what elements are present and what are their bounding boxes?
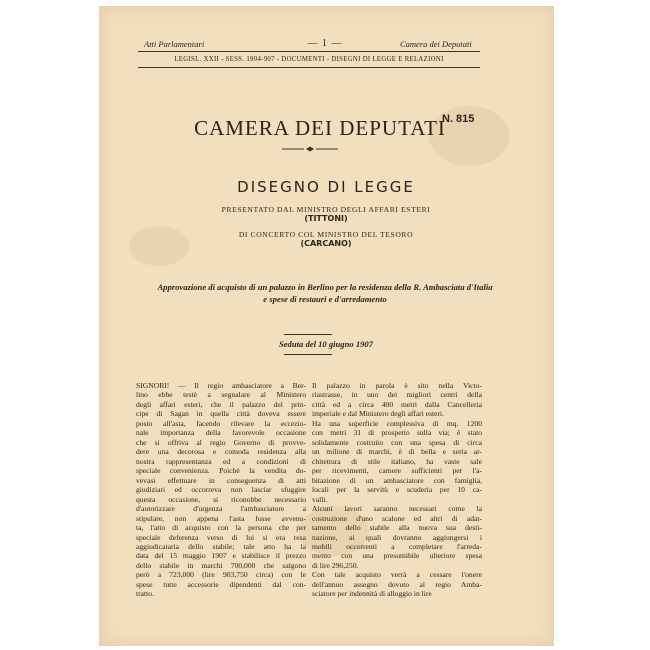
text-line: valli. [312, 494, 328, 504]
bill-heading: DISEGNO DI LEGGE [237, 178, 415, 196]
text-line: vevasi effettuare in conseguenza di atti [136, 475, 306, 485]
text-line: data del 15 maggio 1907 e stabilisce il prezzo [136, 551, 306, 561]
text-line: nale importanza della favorevole occasione [136, 428, 306, 438]
text-line: nostra rappresentanza ed a condizioni di [136, 456, 306, 466]
text-column-right [312, 381, 482, 599]
text-line: costruzione d'uno scalone ed altri di adat- [312, 513, 482, 523]
presented-by-line: PRESENTATO DAL MINISTRO DEGLI AFFARI ESTERI [221, 205, 431, 214]
text-line: Ha una superficie complessiva di mq. 1200 [312, 418, 482, 428]
text-line: solidamente costruito con una spesa di circa [312, 437, 482, 447]
text-line: tratto. [136, 589, 154, 599]
bill-subject-line: Approvazione di acquisto di un palazzo in Berlino per la residenza della R. Ambasciata d'Italia [157, 282, 493, 292]
text-line: speciale deferenza verso di lui si era resa [136, 532, 306, 542]
text-line: Il palazzo in parola è sito nella Victo- [312, 381, 482, 390]
text-line: tamento dello stabile alla nuova sua desti- [312, 523, 482, 533]
text-line: chitettura di stile italiano, ha vaste sale [312, 456, 482, 466]
text-line: mento con una presumibile ulteriore spesa [312, 551, 482, 561]
concert-line: DI CONCERTO COL MINISTRO DEL TESORO [238, 230, 414, 239]
title-ornament [282, 146, 338, 152]
text-line: ta, l'atto di acquisto con la persona che per [136, 523, 306, 533]
text-line: riastrasse, in uno dei migliori centri della [312, 390, 482, 400]
session-date: Seduta del 10 giugno 1907 [278, 339, 374, 349]
text-line: aggiudicataria dello stabile; tale atto ha la [136, 541, 306, 551]
text-column-left [136, 381, 306, 599]
text-line: però a 723,000 (lire 903,750 circa) con le [136, 570, 306, 580]
minister-name: (TITTONI) [304, 214, 348, 223]
text-line: speciale convenienza. Poichè la vendita do- [136, 466, 306, 476]
text-line: nazione, ai quali dovranno aggiungersi i [312, 532, 482, 542]
text-line: d'autorizzare d'urgenza l'ambasciatore a [136, 504, 306, 514]
header-subline: LEGISL. XXII - SESS. 1904-907 - DOCUMENTI - DISEGNI DI LEGGE E RELAZIONI [174, 56, 444, 63]
text-line: posto all'asta, facendo rilevare la eccezio- [136, 418, 306, 428]
text-line: SIGNORI! — Il regio ambasciatore a Ber- [136, 381, 306, 390]
text-line: lino ebbe testè a segnalare al Ministero [136, 390, 306, 400]
text-line: giudiziari ed occorreva non lasciar sfuggire [136, 485, 306, 495]
header-left: Atti Parlamentari [144, 39, 205, 49]
session-rule [284, 354, 332, 355]
text-line: locali per la servitù e scuderia per 10 ca- [312, 485, 482, 495]
text-line: Con tale acquisto verrà a cessare l'onere [312, 570, 482, 580]
text-line: città ed a circa 400 metri dalla Cancelleria [312, 399, 482, 409]
text-line: di lire 296,250. [312, 560, 359, 570]
text-line: cipe di Sagan in quella città doveva essere [136, 409, 306, 419]
text-line: stipulare, non appena l'asta fosse avvenu- [136, 513, 306, 523]
text-line: dell'annuo assegno dovuto al regio Amba- [312, 579, 482, 589]
text-line: bitazione di un ambasciatore con famiglia, [312, 475, 482, 485]
bill-subject-line: e spese di restauri e d'arredamento [263, 294, 387, 304]
text-line: un milione di marchi, è di bella e seria ar- [312, 447, 482, 457]
text-line: questa occasione, si riconobbe necessario [136, 494, 306, 504]
header-right: Camera dei Deputati [400, 39, 472, 49]
document-title: CAMERA DEI DEPUTATI [194, 116, 446, 140]
text-line: Alcuni lavori saranno necessari come la [312, 504, 482, 514]
text-line: con metri 31 di prospetto sulla via; è stato [312, 428, 482, 438]
text-line: degli affari esteri, che il palazzo del prin- [136, 399, 306, 409]
text-line: dello stabile in marchi 700,000 che salgono [136, 560, 306, 570]
page-number: — 1 — [307, 38, 343, 49]
text-line: sciatore per indennità di alloggio in lire [312, 589, 432, 599]
text-line: che si offriva al regio Governo di provve- [136, 437, 306, 447]
text-line: dere una decorosa e comoda residenza alla [136, 447, 306, 457]
text-line: mobili occorrenti a completare l'arreda- [312, 541, 482, 551]
minister-name: (CARCANO) [300, 239, 352, 248]
header-subrule [138, 67, 480, 68]
text-line: spese tutte accessorie dipendenti dal con- [136, 579, 306, 589]
session-rule [284, 334, 332, 335]
document-number: N. 815 [442, 113, 475, 125]
text-line: imperiale e dal Ministero degli affari esteri. [312, 409, 445, 419]
text-line: per ricevimenti, camere sufficienti per l'a- [312, 466, 482, 476]
header-rule [138, 51, 480, 52]
